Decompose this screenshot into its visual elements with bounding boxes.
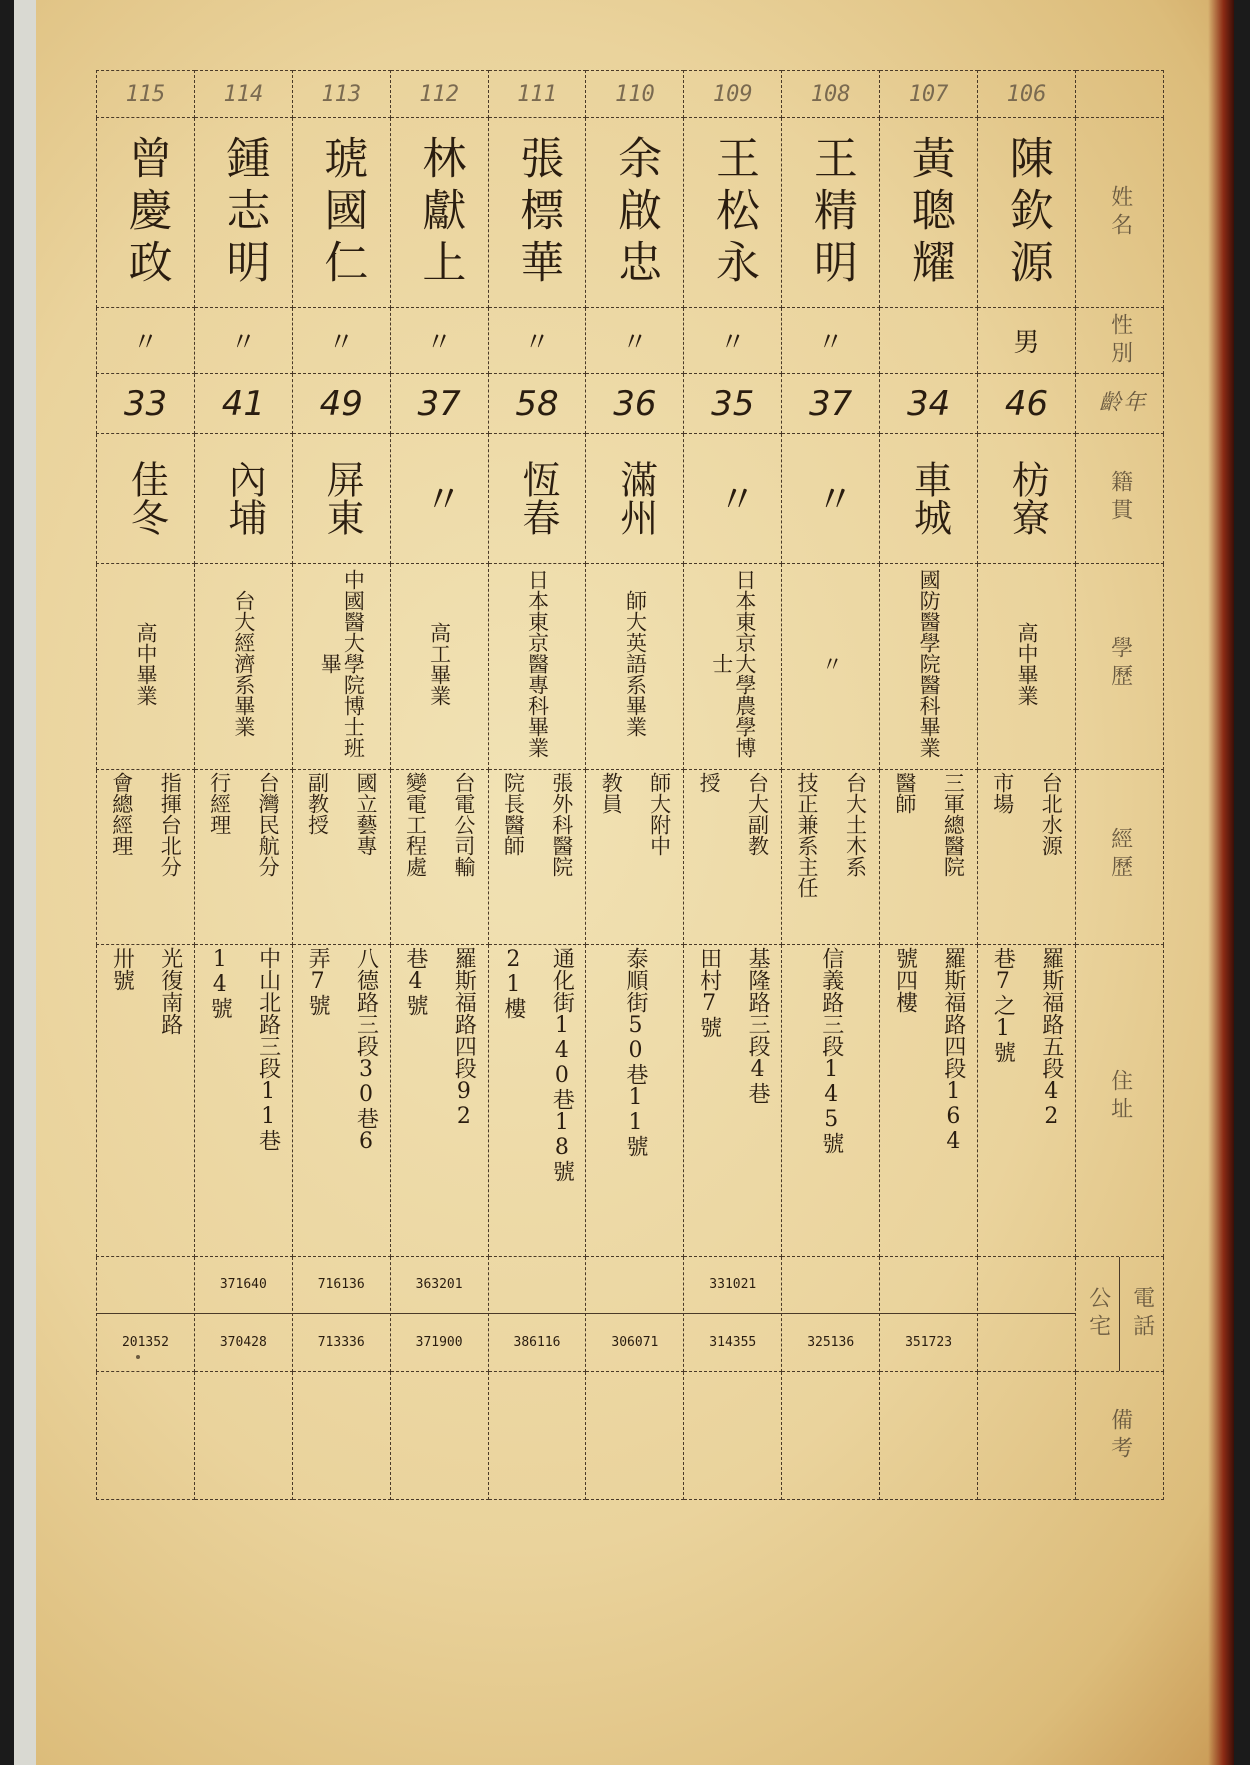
entry-number bbox=[390, 71, 488, 118]
job-cell-lines bbox=[393, 772, 486, 942]
age-cell bbox=[97, 374, 195, 434]
phone-office: 363201 bbox=[415, 1277, 463, 1293]
age-cell-text: 36 bbox=[613, 383, 657, 424]
phone-cell bbox=[978, 1256, 1076, 1371]
remark-cell bbox=[194, 1372, 292, 1500]
age-row bbox=[97, 374, 1164, 434]
sex-cell-text: 〃 bbox=[621, 328, 648, 359]
education-cell bbox=[782, 563, 880, 769]
job-cell bbox=[782, 770, 880, 945]
job-label bbox=[1076, 770, 1164, 945]
age-cell-text: 33 bbox=[123, 383, 168, 424]
address-cell-lines bbox=[99, 947, 192, 1253]
origin-cell-text: 〃 bbox=[418, 479, 463, 518]
phone-cell bbox=[586, 1256, 684, 1371]
remark-label bbox=[1076, 1372, 1164, 1500]
phone-cell bbox=[390, 1256, 488, 1371]
entry-number-text: 111 bbox=[517, 81, 557, 107]
entry-number-text: 107 bbox=[908, 81, 949, 107]
phone-home: 370428 bbox=[195, 1313, 292, 1371]
job-cell bbox=[586, 770, 684, 945]
sex-cell-text: 〃 bbox=[328, 328, 355, 359]
job-cell bbox=[978, 770, 1076, 945]
job-cell bbox=[97, 770, 195, 945]
age-cell bbox=[782, 374, 880, 434]
edu-label-text: 學歷 bbox=[1107, 635, 1133, 692]
phone-home bbox=[978, 1313, 1075, 1371]
origin-cell-text: 〃 bbox=[711, 479, 756, 518]
address-cell bbox=[488, 945, 586, 1256]
origin-cell bbox=[488, 433, 586, 563]
address-cell bbox=[97, 945, 195, 1256]
remark-cell bbox=[390, 1372, 488, 1500]
origin-cell-text: 滿州 bbox=[613, 460, 658, 537]
age-cell-text: 35 bbox=[711, 383, 755, 424]
job-cell-line: 院長醫師 bbox=[501, 772, 526, 857]
job-cell-lines bbox=[686, 772, 779, 942]
job-cell-line: 技正兼系主任 bbox=[795, 772, 819, 899]
education-cell-text: 台大經濟系畢業 bbox=[231, 590, 256, 738]
phone-cell bbox=[782, 1256, 880, 1371]
address-cell bbox=[292, 945, 390, 1256]
address-cell bbox=[586, 945, 684, 1256]
phone-home: 325136 bbox=[782, 1313, 879, 1371]
address-cell bbox=[194, 945, 292, 1256]
job-row bbox=[97, 770, 1164, 945]
phone-label bbox=[1076, 1256, 1164, 1371]
phone-office bbox=[97, 1256, 194, 1313]
job-cell-line: 指揮台北分 bbox=[158, 772, 183, 878]
address-cell bbox=[390, 945, 488, 1256]
address-cell-lines bbox=[686, 947, 779, 1253]
origin-cell-text: 內埔 bbox=[222, 460, 267, 537]
job-cell-line: 醫師 bbox=[892, 772, 917, 815]
age-cell-text: 49 bbox=[319, 383, 363, 424]
phone-office: 716136 bbox=[317, 1277, 365, 1293]
job-cell-line: 師大附中 bbox=[647, 772, 672, 857]
sex-cell bbox=[390, 308, 488, 374]
job-cell bbox=[390, 770, 488, 945]
phone-cell bbox=[292, 1256, 390, 1371]
education-cell bbox=[390, 563, 488, 769]
phone-office-home-text: 公宅 bbox=[1085, 1285, 1111, 1342]
phone-heading-text: 電話 bbox=[1129, 1285, 1155, 1342]
age-cell-text: 37 bbox=[809, 383, 853, 424]
education-cell bbox=[978, 563, 1076, 769]
phone-home: 713336 bbox=[293, 1313, 390, 1371]
sex-cell-text: 〃 bbox=[817, 328, 844, 359]
job-cell-line: 國立藝專 bbox=[353, 772, 378, 857]
job-cell-lines bbox=[99, 772, 192, 942]
address-cell bbox=[880, 945, 978, 1256]
entry-number-text: 109 bbox=[712, 81, 753, 107]
entry-number bbox=[586, 71, 684, 118]
address-cell-line: 卅號 bbox=[109, 947, 135, 992]
address-cell-line: 信義路三段145號 bbox=[818, 947, 844, 1155]
origin-cell bbox=[586, 433, 684, 563]
education-cell-text: 高中畢業 bbox=[133, 621, 158, 706]
origin-cell-text: 恆春 bbox=[515, 460, 560, 537]
entry-number-text: 106 bbox=[1006, 81, 1047, 107]
education-cell-text: 師大英語系畢業 bbox=[623, 590, 648, 738]
phone-heading bbox=[1119, 1257, 1163, 1371]
education-cell-text: 日本東京醫專科畢業 bbox=[525, 569, 550, 759]
age-cell-text: 34 bbox=[906, 383, 951, 424]
sex-cell bbox=[488, 308, 586, 374]
entry-number-text: 115 bbox=[125, 81, 166, 107]
education-cell bbox=[586, 563, 684, 769]
origin-cell-text: 〃 bbox=[809, 479, 854, 518]
sex-label-text: 性別 bbox=[1107, 312, 1133, 369]
sex-cell bbox=[978, 308, 1076, 374]
origin-row bbox=[97, 433, 1164, 563]
person-name bbox=[292, 118, 390, 308]
job-cell-lines bbox=[491, 772, 584, 942]
phone-office bbox=[489, 1256, 586, 1313]
person-name bbox=[978, 118, 1076, 308]
remark-cell bbox=[292, 1372, 390, 1500]
address-cell bbox=[978, 945, 1076, 1256]
job-cell bbox=[880, 770, 978, 945]
phone-office: 371640 bbox=[219, 1277, 267, 1293]
phone-home: 371900 bbox=[391, 1313, 488, 1371]
origin-cell-text: 佳冬 bbox=[124, 460, 169, 537]
phone-office bbox=[978, 1256, 1075, 1313]
job-cell bbox=[684, 770, 782, 945]
education-cell bbox=[488, 563, 586, 769]
entry-number bbox=[194, 71, 292, 118]
address-cell-lines bbox=[295, 947, 388, 1253]
origin-cell bbox=[194, 433, 292, 563]
phone-home: 351723 bbox=[880, 1313, 977, 1371]
remark-cell bbox=[586, 1372, 684, 1500]
remark-label-text: 備考 bbox=[1107, 1407, 1133, 1464]
person-name-text: 鍾志明 bbox=[218, 134, 270, 291]
job-cell-lines bbox=[295, 772, 388, 942]
address-cell-lines bbox=[980, 947, 1073, 1253]
remark-cell bbox=[97, 1372, 195, 1500]
sex-label bbox=[1076, 308, 1164, 374]
phone-row bbox=[97, 1256, 1164, 1371]
address-cell-lines bbox=[197, 947, 290, 1253]
person-name bbox=[488, 118, 586, 308]
education-cell bbox=[684, 563, 782, 769]
num-row bbox=[97, 71, 1164, 118]
education-cell-text: 高工畢業 bbox=[427, 621, 452, 706]
address-cell-line: 羅斯福路五段42 bbox=[1038, 947, 1064, 1130]
education-cell bbox=[292, 563, 390, 769]
phone-cell bbox=[880, 1256, 978, 1371]
remark-cell bbox=[880, 1372, 978, 1500]
person-name-text: 林獻上 bbox=[414, 134, 466, 291]
entry-number-text: 112 bbox=[419, 81, 459, 107]
job-label-text: 經歷 bbox=[1107, 826, 1133, 883]
job-cell-lines bbox=[882, 772, 975, 942]
origin-cell-text: 枋寮 bbox=[1005, 460, 1050, 537]
sex-cell bbox=[97, 308, 195, 374]
sex-cell-text: 〃 bbox=[132, 328, 159, 359]
origin-label bbox=[1076, 433, 1164, 563]
job-cell-line: 台灣民航分 bbox=[256, 772, 281, 878]
remark-row bbox=[97, 1372, 1164, 1500]
age-label-text: 年齡 bbox=[1095, 389, 1145, 418]
entry-number bbox=[782, 71, 880, 118]
job-cell-line: 行經理 bbox=[207, 772, 232, 836]
entry-number-text: 114 bbox=[223, 81, 264, 107]
remark-cell bbox=[978, 1372, 1076, 1500]
sex-cell bbox=[782, 308, 880, 374]
job-cell-lines bbox=[588, 772, 681, 942]
address-cell-lines bbox=[491, 947, 584, 1253]
person-name-text: 王精明 bbox=[805, 134, 857, 291]
entry-number bbox=[978, 71, 1076, 118]
address-cell-line: 巷7之1號 bbox=[990, 947, 1016, 1064]
remark-cell bbox=[782, 1372, 880, 1500]
job-cell-lines bbox=[784, 772, 877, 942]
age-cell bbox=[684, 374, 782, 434]
job-cell-line: 台電公司輸 bbox=[451, 772, 476, 878]
phone-office: 331021 bbox=[709, 1277, 757, 1293]
job-cell-line: 台北水源 bbox=[1039, 772, 1064, 857]
address-cell-line: 14號 bbox=[207, 947, 233, 1020]
phone-office bbox=[880, 1256, 977, 1313]
origin-cell bbox=[978, 433, 1076, 563]
phone-office-home-label bbox=[1076, 1257, 1119, 1371]
addr-row bbox=[97, 945, 1164, 1256]
remark-cell bbox=[488, 1372, 586, 1500]
origin-cell-text: 屏東 bbox=[320, 460, 365, 537]
address-cell bbox=[782, 945, 880, 1256]
remark-cell bbox=[684, 1372, 782, 1500]
education-cell-text: 中國醫大學院博士班畢 bbox=[318, 569, 366, 759]
address-cell-line: 巷4號 bbox=[402, 947, 428, 1017]
phone-office bbox=[782, 1256, 879, 1313]
origin-cell bbox=[390, 433, 488, 563]
sex-cell bbox=[586, 308, 684, 374]
entry-number bbox=[684, 71, 782, 118]
entry-number bbox=[292, 71, 390, 118]
name-label bbox=[1076, 118, 1164, 308]
entry-number bbox=[880, 71, 978, 118]
age-cell bbox=[292, 374, 390, 434]
address-cell-line: 八德路三段30巷6 bbox=[353, 947, 379, 1155]
phone-home: 201352 bbox=[97, 1313, 194, 1371]
origin-cell bbox=[684, 433, 782, 563]
phone-office bbox=[586, 1256, 683, 1313]
origin-cell-text: 車城 bbox=[907, 460, 952, 537]
address-cell-line: 羅斯福路四段92 bbox=[451, 947, 477, 1130]
phone-cell bbox=[684, 1256, 782, 1371]
roster-grid bbox=[96, 70, 1164, 1500]
sex-cell bbox=[880, 308, 978, 374]
sex-cell-text: 〃 bbox=[524, 328, 551, 359]
person-name bbox=[586, 118, 684, 308]
address-cell-lines bbox=[588, 947, 681, 1253]
person-name bbox=[880, 118, 978, 308]
phone-cell bbox=[488, 1256, 586, 1371]
education-cell-text: 國防醫學院醫科畢業 bbox=[917, 569, 942, 759]
name-row bbox=[97, 118, 1164, 308]
age-label bbox=[1076, 374, 1164, 434]
name-label-text: 姓名 bbox=[1107, 184, 1133, 241]
person-name-text: 曾慶政 bbox=[120, 134, 172, 291]
job-cell bbox=[194, 770, 292, 945]
education-cell-text: 高中畢業 bbox=[1015, 621, 1040, 706]
entry-number-text: 113 bbox=[321, 81, 362, 107]
education-cell-text: 〃 bbox=[819, 653, 844, 675]
entry-number-text: 108 bbox=[810, 81, 851, 107]
age-cell bbox=[390, 374, 488, 434]
job-cell bbox=[292, 770, 390, 945]
edu-row bbox=[97, 563, 1164, 769]
sex-cell bbox=[194, 308, 292, 374]
job-cell-line: 台大土木系 bbox=[843, 772, 868, 878]
person-name bbox=[390, 118, 488, 308]
education-cell bbox=[194, 563, 292, 769]
age-cell bbox=[586, 374, 684, 434]
sex-cell-text: 〃 bbox=[719, 328, 746, 359]
job-cell-line: 副教授 bbox=[305, 772, 330, 836]
person-name-text: 陳欽源 bbox=[1001, 134, 1053, 291]
age-cell bbox=[978, 374, 1076, 434]
entry-number-text: 110 bbox=[615, 81, 655, 107]
address-cell-line: 21樓 bbox=[500, 947, 526, 1020]
job-cell-line: 三軍總醫院 bbox=[941, 772, 966, 878]
entry-number bbox=[97, 71, 195, 118]
age-cell-text: 46 bbox=[1004, 383, 1049, 424]
origin-cell bbox=[782, 433, 880, 563]
job-cell-line: 變電工程處 bbox=[403, 772, 428, 878]
phone-home: 386116 bbox=[489, 1313, 586, 1371]
age-cell-text: 58 bbox=[515, 383, 559, 424]
address-cell-line: 號四樓 bbox=[892, 947, 918, 1014]
origin-cell bbox=[97, 433, 195, 563]
address-cell-line: 光復南路 bbox=[157, 947, 183, 1036]
person-name bbox=[684, 118, 782, 308]
person-name bbox=[782, 118, 880, 308]
sex-row bbox=[97, 308, 1164, 374]
origin-cell bbox=[880, 433, 978, 563]
job-cell-lines bbox=[197, 772, 290, 942]
person-name bbox=[97, 118, 195, 308]
address-cell-line: 弄7號 bbox=[305, 947, 331, 1017]
job-cell-line: 授 bbox=[697, 772, 722, 794]
address-cell-line: 中山北路三段11巷 bbox=[255, 947, 281, 1152]
age-cell-text: 37 bbox=[417, 383, 461, 424]
address-cell-lines bbox=[393, 947, 486, 1253]
entry-number bbox=[488, 71, 586, 118]
job-cell-line: 會總經理 bbox=[109, 772, 134, 857]
addr-label bbox=[1076, 945, 1164, 1256]
address-cell-line: 田村7號 bbox=[696, 947, 722, 1039]
job-cell bbox=[488, 770, 586, 945]
age-cell bbox=[194, 374, 292, 434]
phone-cell bbox=[194, 1256, 292, 1371]
address-cell-lines bbox=[784, 947, 877, 1253]
address-cell bbox=[684, 945, 782, 1256]
job-cell-line: 市場 bbox=[990, 772, 1015, 815]
age-cell bbox=[488, 374, 586, 434]
job-cell-line: 張外科醫院 bbox=[549, 772, 574, 878]
num-label bbox=[1076, 71, 1164, 118]
person-name bbox=[194, 118, 292, 308]
job-cell-lines bbox=[980, 772, 1073, 942]
phone-home: 314355 bbox=[684, 1313, 781, 1371]
sex-cell-text: 〃 bbox=[426, 328, 453, 359]
sex-cell bbox=[292, 308, 390, 374]
sex-cell-text: 男 bbox=[1013, 328, 1040, 359]
age-cell-text: 41 bbox=[221, 383, 265, 424]
sex-cell-text: 〃 bbox=[230, 328, 257, 359]
edu-label bbox=[1076, 563, 1164, 769]
job-cell-line: 教員 bbox=[599, 772, 624, 815]
phone-home: 306071 bbox=[586, 1313, 683, 1371]
address-cell-line: 泰順街50巷11號 bbox=[622, 947, 648, 1158]
address-cell-lines bbox=[882, 947, 975, 1253]
address-cell-line: 通化街140巷18號 bbox=[549, 947, 575, 1183]
education-cell-text: 日本東京大學農學博士 bbox=[709, 569, 757, 759]
person-name-text: 張標華 bbox=[512, 134, 564, 291]
age-cell bbox=[880, 374, 978, 434]
job-cell-line: 台大副教 bbox=[745, 772, 770, 857]
origin-label-text: 籍貫 bbox=[1107, 470, 1133, 527]
phone-cell bbox=[97, 1256, 195, 1371]
address-cell-line: 基隆路三段4巷 bbox=[745, 947, 771, 1105]
roster-table bbox=[96, 70, 1164, 1500]
person-name-text: 余啟忠 bbox=[610, 134, 662, 291]
education-cell bbox=[97, 563, 195, 769]
origin-cell bbox=[292, 433, 390, 563]
addr-label-text: 住址 bbox=[1107, 1069, 1133, 1126]
person-name-text: 琥國仁 bbox=[316, 134, 368, 291]
phone-label-split bbox=[1076, 1257, 1163, 1371]
person-name-text: 黃聰耀 bbox=[903, 134, 955, 291]
sex-cell bbox=[684, 308, 782, 374]
education-cell bbox=[880, 563, 978, 769]
address-cell-line: 羅斯福路四段164 bbox=[940, 947, 966, 1155]
person-name-text: 王松永 bbox=[707, 134, 759, 291]
